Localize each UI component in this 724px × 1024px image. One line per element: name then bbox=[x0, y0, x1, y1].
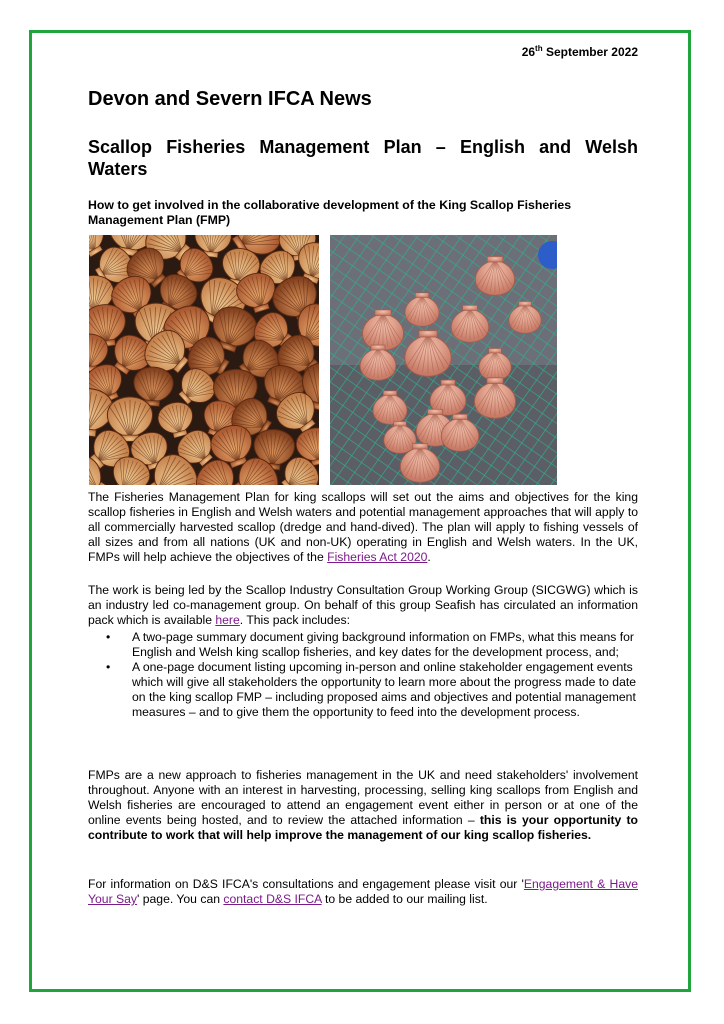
sicgwg-paragraph bbox=[88, 583, 638, 628]
sicgwg-text: The work is being led by the Scallop Industry Consultation Group Working Group (SICGWG) which is an industry led co-management group. On behalf of this group Seafish has circulated an information pack which is available bbox=[88, 583, 638, 627]
intro-paragraph bbox=[88, 490, 638, 565]
date-suffix: th bbox=[535, 44, 543, 53]
list-item bbox=[88, 660, 638, 720]
sicgwg-end: . This pack includes: bbox=[239, 613, 350, 627]
engagement-link[interactable]: Engagement & Have Your Say bbox=[88, 877, 638, 906]
issue-date bbox=[522, 44, 638, 59]
list-item-text: A one-page document listing upcoming in-person and online stakeholder engagement events which will give all stakeholders the opportunity to learn more about the progress made to date on the king scallop FMP – including proposed aims and objectives and potential management measures – and to give them the opportunity to feed into the development process. bbox=[132, 660, 637, 719]
newsletter-title: Devon and Severn IFCA News bbox=[88, 88, 372, 110]
list-item bbox=[88, 630, 638, 660]
intro-text: The Fisheries Management Plan for king scallops will set out the aims and objectives for the king scallop fisheries in English and Welsh waters and potential management approaches that will apply to all commercially harvested scallop (dredge and hand-dived). The plan will apply to fishing vessels of all sizes and from all nations (UK and non-UK) operating in English and Welsh waters. In the UK, FMPs will help achieve the objectives of the bbox=[88, 490, 638, 564]
fmp-text: FMPs are a new approach to fisheries management in the UK and need stakeholders' involvement throughout. Anyone with an interest in harvesting, processing, selling king scallops from English and Welsh fisheries are encouraged to attend an engagement event either in person or at one of the online events being hosted, and to review the attached information – bbox=[88, 768, 638, 827]
fisheries-act-link[interactable]: Fisheries Act 2020 bbox=[327, 550, 428, 564]
article-heading: Scallop Fisheries Management Plan – English and Welsh Waters bbox=[88, 137, 638, 179]
scallops-on-net-photo bbox=[330, 235, 557, 485]
fmp-bold-text: this is your opportunity to contribute to work that will help improve the management of our king scallop fisheries. bbox=[88, 813, 639, 842]
contact-link[interactable]: contact D&S IFCA bbox=[223, 892, 322, 906]
bullet-icon: • bbox=[106, 660, 111, 674]
pack-contents-list bbox=[88, 630, 638, 720]
date-day: 26 bbox=[521, 45, 536, 59]
contact-end: to be added to our mailing list. bbox=[321, 892, 488, 906]
scallop-pile-photo bbox=[89, 235, 319, 485]
info-pack-link[interactable]: here bbox=[215, 613, 240, 627]
fmp-paragraph bbox=[88, 768, 638, 843]
bullet-icon: • bbox=[106, 630, 111, 644]
contact-pre: For information on D&S IFCA's consultations and engagement please visit our ' bbox=[88, 877, 524, 891]
date-month-year: September 2022 bbox=[542, 45, 638, 59]
contact-mid: ' page. You can bbox=[137, 892, 224, 906]
article-subheading: How to get involved in the collaborative development of the King Scallop Fisheries Management Plan (FMP) bbox=[88, 198, 572, 227]
intro-end: . bbox=[427, 550, 431, 564]
contact-paragraph bbox=[88, 877, 638, 907]
list-item-text: A two-page summary document giving background information on FMPs, what this means for English and Welsh king scallop fisheries, and key dates for the development process, and; bbox=[132, 630, 634, 659]
